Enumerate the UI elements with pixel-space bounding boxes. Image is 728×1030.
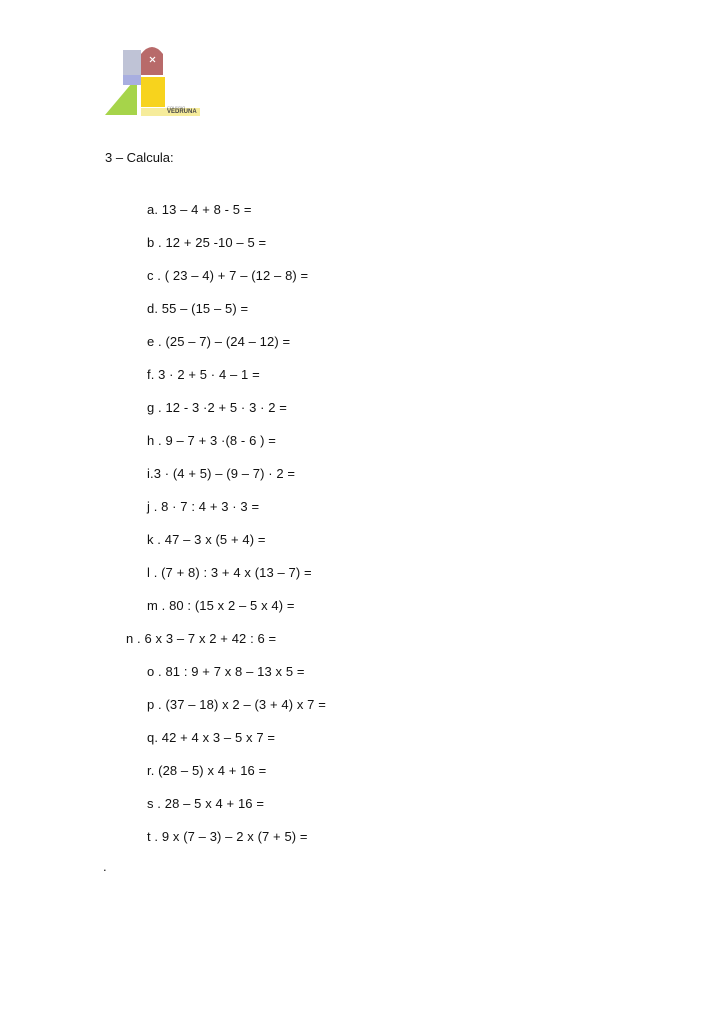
exercise-j: j . 8 · 7 : 4 + 3 · 3 = xyxy=(147,499,260,514)
exercise-s: s . 28 – 5 x 4 + 16 = xyxy=(147,796,265,811)
exercise-i: i.3 · (4 + 5) – (9 – 7) · 2 = xyxy=(147,466,296,481)
trailing-period: . xyxy=(103,859,107,874)
exercise-a: a. 13 – 4 + 8 - 5 = xyxy=(147,202,252,217)
exercise-t: t . 9 x (7 – 3) – 2 x (7 + 5) = xyxy=(147,829,308,844)
exercise-f: f. 3 · 2 + 5 · 4 – 1 = xyxy=(147,367,260,382)
exercise-heading: 3 – Calcula: xyxy=(105,150,174,165)
exercise-r: r. (28 – 5) x 4 + 16 = xyxy=(147,763,267,778)
exercise-c: c . ( 23 – 4) + 7 – (12 – 8) = xyxy=(147,268,309,283)
exercise-k: k . 47 – 3 x (5 + 4) = xyxy=(147,532,266,547)
exercise-h: h . 9 – 7 + 3 ·(8 - 6 ) = xyxy=(147,433,276,448)
exercise-p: p . (37 – 18) x 2 – (3 + 4) x 7 = xyxy=(147,697,326,712)
exercise-b: b . 12 + 25 -10 – 5 = xyxy=(147,235,267,250)
logo-small-text: COLEGIO xyxy=(167,105,186,110)
exercise-o: o . 81 : 9 + 7 x 8 – 13 x 5 = xyxy=(147,664,305,679)
exercise-n: n . 6 x 3 – 7 x 2 + 42 : 6 = xyxy=(126,631,277,646)
logo-name: VEDRUNA xyxy=(167,109,197,115)
exercise-m: m . 80 : (15 x 2 – 5 x 4) = xyxy=(147,598,295,613)
exercise-d: d. 55 – (15 – 5) = xyxy=(147,301,249,316)
logo-graphic xyxy=(105,42,200,117)
exercise-e: e . (25 – 7) – (24 – 12) = xyxy=(147,334,291,349)
exercise-g: g . 12 - 3 ·2 + 5 · 3 · 2 = xyxy=(147,400,287,415)
exercise-l: l . (7 + 8) : 3 + 4 x (13 – 7) = xyxy=(147,565,312,580)
colegio-vedruna-logo xyxy=(105,42,200,117)
exercise-q: q. 42 + 4 x 3 – 5 x 7 = xyxy=(147,730,276,745)
